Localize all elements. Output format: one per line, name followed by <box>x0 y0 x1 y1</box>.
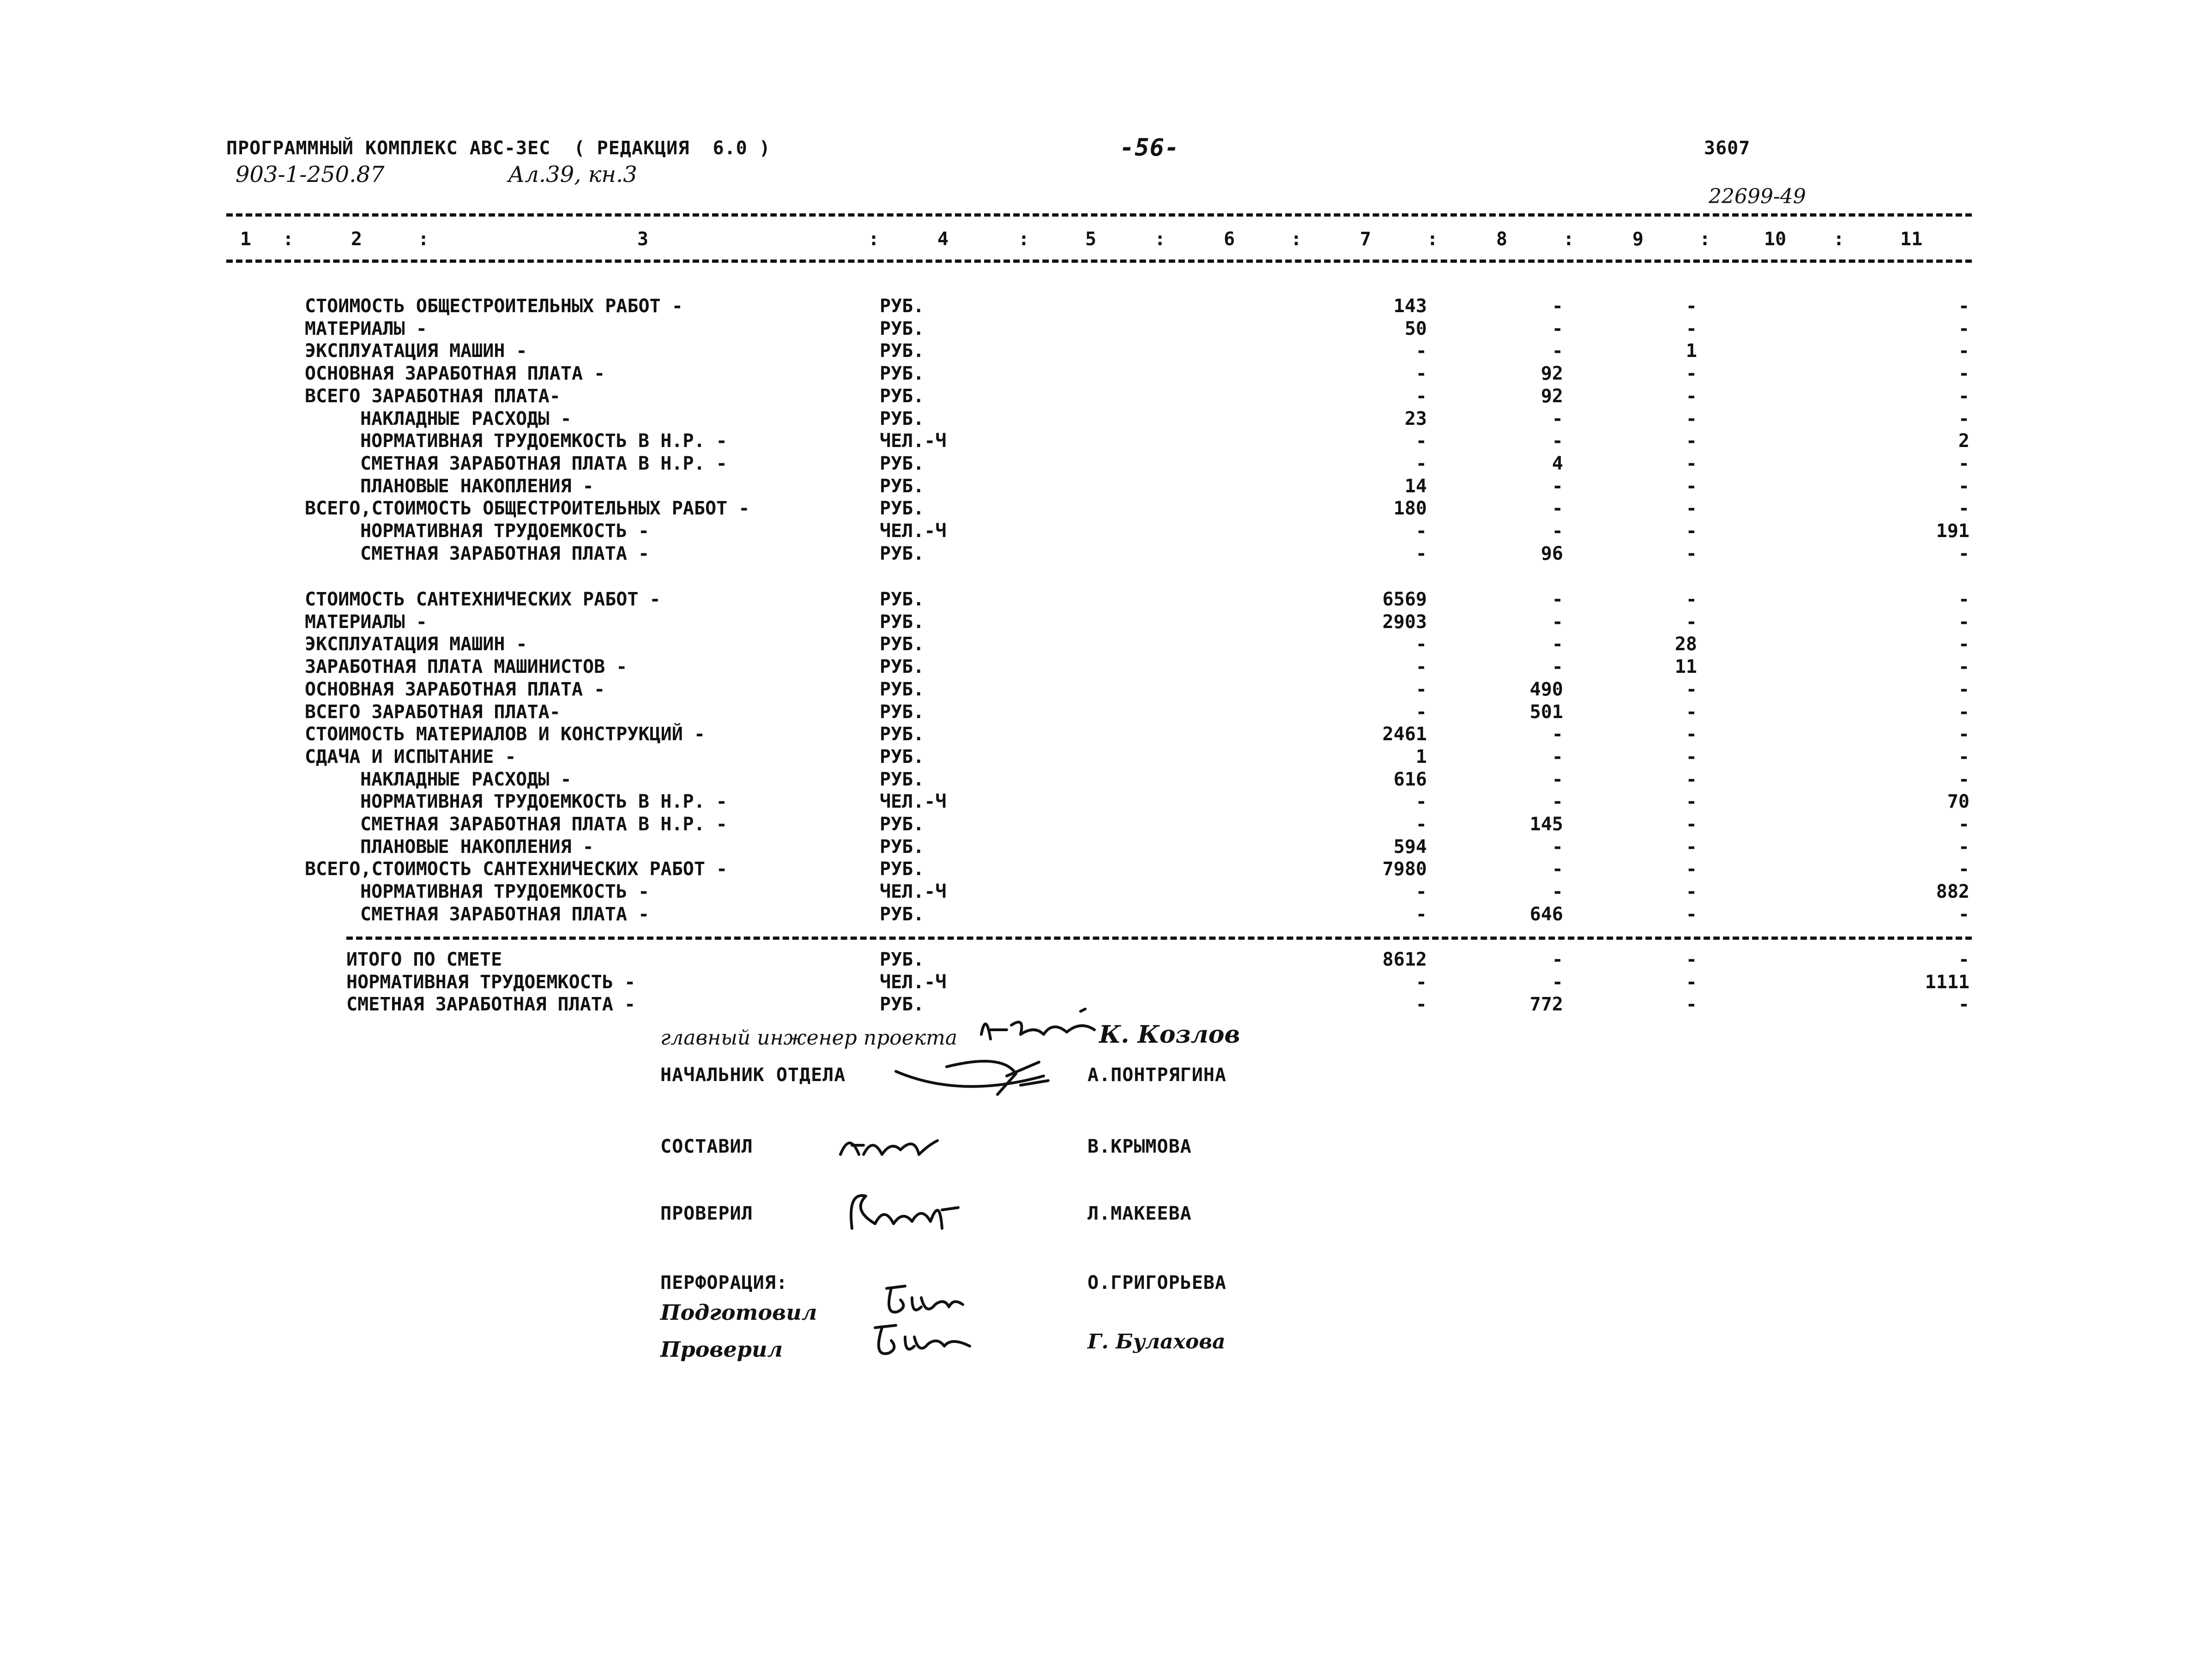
col7-value: - <box>1415 634 1427 655</box>
row-label: ЗАРАБОТНАЯ ПЛАТА МАШИНИСТОВ - <box>305 656 628 678</box>
col9-value: - <box>1685 318 1697 339</box>
col7-value: - <box>1415 520 1427 542</box>
row-unit: РУБ. <box>880 453 924 474</box>
col9-value: - <box>1685 611 1697 633</box>
col7-value: 8612 <box>1382 949 1427 970</box>
row-unit: РУБ. <box>880 656 924 678</box>
row-label: СДАЧА И ИСПЫТАНИЕ - <box>305 746 516 767</box>
header-rule <box>226 260 1972 263</box>
row-unit: РУБ. <box>880 701 924 723</box>
col7-value: - <box>1415 678 1427 700</box>
perforation-label: ПЕРФОРАЦИЯ: <box>660 1272 788 1293</box>
row-label: ВСЕГО ЗАРАБОТНАЯ ПЛАТА- <box>305 385 561 407</box>
col8-value: 4 <box>1552 453 1563 474</box>
column-header: 1 : 2 : 3 : 4 : 5 : 6 : 7 : 8 : 9 : 10 : 11 <box>240 229 1923 250</box>
col11-value: - <box>1958 949 1969 970</box>
col7-value: - <box>1415 971 1427 993</box>
program-title: ПРОГРАММНЫЙ КОМПЛЕКС АВС-3ЕС ( РЕДАКЦИЯ 6.0 ) <box>226 138 771 159</box>
row-unit: ЧЕЛ.-Ч <box>880 520 947 542</box>
col7-value: 2903 <box>1382 611 1427 633</box>
col11-value: - <box>1958 543 1969 564</box>
row-unit: РУБ. <box>880 475 924 497</box>
row-label: СТОИМОСТЬ САНТЕХНИЧЕСКИХ РАБОТ - <box>305 589 661 610</box>
col11-value: - <box>1958 768 1969 790</box>
table-row <box>0 386 2199 408</box>
col8-value: 646 <box>1529 903 1563 925</box>
col-6: 6 <box>1224 229 1235 250</box>
table-row <box>0 769 2199 791</box>
col11-value: - <box>1958 858 1969 880</box>
row-unit: РУБ. <box>880 746 924 767</box>
col11-value: 70 <box>1947 791 1969 813</box>
col11-value: - <box>1958 296 1969 317</box>
row-label: ВСЕГО,СТОИМОСТЬ САНТЕХНИЧЕСКИХ РАБОТ - <box>305 858 728 880</box>
table-row <box>0 430 2199 453</box>
col8-value: - <box>1552 768 1563 790</box>
col9-value: - <box>1685 385 1697 407</box>
row-label: СМЕТНАЯ ЗАРАБОТНАЯ ПЛАТА - <box>346 994 636 1015</box>
col7-value: - <box>1415 656 1427 678</box>
col9-value: - <box>1685 903 1697 925</box>
page-number: -56- <box>1120 134 1180 162</box>
col-4: 4 <box>937 229 949 250</box>
col9-value: - <box>1685 791 1697 813</box>
col-9: 9 <box>1632 229 1644 250</box>
col11-value: - <box>1958 498 1969 520</box>
col7-value: - <box>1415 994 1427 1015</box>
table-row <box>0 634 2199 656</box>
col11-value: - <box>1958 385 1969 407</box>
checked-label: ПРОВЕРИЛ <box>660 1203 753 1224</box>
col-1: 1 <box>240 229 252 250</box>
col11-value: - <box>1958 363 1969 385</box>
row-unit: РУБ. <box>880 678 924 700</box>
table-row <box>0 881 2199 903</box>
row-label: СТОИМОСТЬ ОБЩЕСТРОИТЕЛЬНЫХ РАБОТ - <box>305 296 683 317</box>
col8-value: - <box>1552 724 1563 745</box>
col11-value: - <box>1958 318 1969 339</box>
dept-head-name: А.ПОНТРЯГИНА <box>1087 1064 1226 1086</box>
compiled-name: В.КРЫМОВА <box>1087 1136 1192 1157</box>
col11-value: - <box>1958 475 1969 497</box>
table-row <box>0 679 2199 701</box>
row-unit: РУБ. <box>880 768 924 790</box>
col7-value: 7980 <box>1382 858 1427 880</box>
col7-value: 143 <box>1393 296 1427 317</box>
album-ref: Ал.39, кн.3 <box>508 162 637 187</box>
prepared-label: Подготовил <box>660 1300 817 1325</box>
col8-value: - <box>1552 318 1563 339</box>
col11-value: - <box>1958 656 1969 678</box>
row-label: СМЕТНАЯ ЗАРАБОТНАЯ ПЛАТА - <box>360 543 650 564</box>
col9-value: - <box>1685 408 1697 429</box>
col9-value: - <box>1685 430 1697 452</box>
col11-value: - <box>1958 814 1969 835</box>
col9-value: - <box>1685 543 1697 564</box>
row-label: МАТЕРИАЛЫ - <box>305 318 427 339</box>
table-row <box>0 498 2199 520</box>
table-row <box>0 972 2199 994</box>
row-label: СМЕТНАЯ ЗАРАБОТНАЯ ПЛАТА В Н.Р. - <box>360 814 727 835</box>
row-unit: РУБ. <box>880 408 924 429</box>
inventory-number: 22699-49 <box>1709 185 1806 208</box>
row-unit: РУБ. <box>880 611 924 633</box>
row-label: НОРМАТИВНАЯ ТРУДОЕМКОСТЬ - <box>360 520 650 542</box>
col11-value: - <box>1958 453 1969 474</box>
col11-value: - <box>1958 994 1969 1015</box>
col9-value: - <box>1685 768 1697 790</box>
col9-value: - <box>1685 701 1697 723</box>
table-row <box>0 791 2199 813</box>
row-unit: ЧЕЛ.-Ч <box>880 971 947 993</box>
row-label: НОРМАТИВНАЯ ТРУДОЕМКОСТЬ - <box>360 881 650 903</box>
col8-value: - <box>1552 881 1563 903</box>
row-label: СТОИМОСТЬ МАТЕРИАЛОВ И КОНСТРУКЦИЙ - <box>305 724 705 745</box>
col11-value: 2 <box>1958 430 1969 452</box>
row-unit: РУБ. <box>880 724 924 745</box>
col11-value: - <box>1958 408 1969 429</box>
row-label: ОСНОВНАЯ ЗАРАБОТНАЯ ПЛАТА - <box>305 678 605 700</box>
col7-value: - <box>1415 903 1427 925</box>
row-label: МАТЕРИАЛЫ - <box>305 611 427 633</box>
chief-engineer-name: К. Козлов <box>1099 1021 1240 1049</box>
perforation-name: О.ГРИГОРЬЕВА <box>1087 1272 1226 1293</box>
table-row <box>0 858 2199 881</box>
col8-value: - <box>1552 611 1563 633</box>
col8-value: - <box>1552 634 1563 655</box>
col9-value: - <box>1685 475 1697 497</box>
table-row <box>0 836 2199 858</box>
col8-value: - <box>1552 836 1563 858</box>
col11-value: 1111 <box>1925 971 1969 993</box>
row-label: ПЛАНОВЫЕ НАКОПЛЕНИЯ - <box>360 836 594 858</box>
col-5: 5 <box>1085 229 1097 250</box>
row-unit: ЧЕЛ.-Ч <box>880 430 947 452</box>
project-code: 903-1-250.87 <box>236 162 385 187</box>
table-row <box>0 340 2199 363</box>
verified-label: Проверил <box>660 1337 783 1362</box>
table-row <box>0 611 2199 634</box>
col8-value: 501 <box>1529 701 1563 723</box>
col8-value: - <box>1552 656 1563 678</box>
col9-value: 28 <box>1674 634 1697 655</box>
col11-value: - <box>1958 678 1969 700</box>
row-unit: ЧЕЛ.-Ч <box>880 791 947 813</box>
chief-engineer-label: главный инженер проекта <box>660 1026 958 1050</box>
row-label: ВСЕГО,СТОИМОСТЬ ОБЩЕСТРОИТЕЛЬНЫХ РАБОТ - <box>305 498 750 520</box>
verified-name: Г. Булахова <box>1087 1330 1226 1354</box>
col8-value: - <box>1552 340 1563 362</box>
col8-value: 145 <box>1529 814 1563 835</box>
totals-rule <box>346 937 1972 940</box>
col9-value: - <box>1685 949 1697 970</box>
col8-value: - <box>1552 858 1563 880</box>
col9-value: - <box>1685 363 1697 385</box>
col-7: 7 <box>1360 229 1371 250</box>
table-row <box>0 656 2199 678</box>
dept-head-label: НАЧАЛЬНИК ОТДЕЛА <box>660 1064 846 1086</box>
col7-value: 616 <box>1393 768 1427 790</box>
col9-value: - <box>1685 994 1697 1015</box>
col7-value: 1 <box>1415 746 1427 767</box>
table-row <box>0 408 2199 430</box>
row-unit: РУБ. <box>880 858 924 880</box>
col8-value: - <box>1552 475 1563 497</box>
row-label: ОСНОВНАЯ ЗАРАБОТНАЯ ПЛАТА - <box>305 363 605 385</box>
row-label: ЭКСПЛУАТАЦИЯ МАШИН - <box>305 340 527 362</box>
col7-value: 594 <box>1393 836 1427 858</box>
row-label: НОРМАТИВНАЯ ТРУДОЕМКОСТЬ В Н.Р. - <box>360 430 727 452</box>
col7-value: - <box>1415 881 1427 903</box>
col7-value: 14 <box>1404 475 1427 497</box>
col8-value: 92 <box>1541 363 1563 385</box>
col9-value: 1 <box>1685 340 1697 362</box>
col9-value: - <box>1685 498 1697 520</box>
table-row <box>0 904 2199 926</box>
col7-value: - <box>1415 453 1427 474</box>
col7-value: - <box>1415 363 1427 385</box>
row-unit: ЧЕЛ.-Ч <box>880 881 947 903</box>
table-row <box>0 363 2199 385</box>
col8-value: - <box>1552 430 1563 452</box>
col7-value: 50 <box>1404 318 1427 339</box>
col7-value: 23 <box>1404 408 1427 429</box>
row-unit: РУБ. <box>880 814 924 835</box>
table-row <box>0 476 2199 498</box>
col9-value: - <box>1685 724 1697 745</box>
col8-value: - <box>1552 746 1563 767</box>
col9-value: - <box>1685 520 1697 542</box>
col8-value: - <box>1552 589 1563 610</box>
table-row <box>0 589 2199 611</box>
col8-value: - <box>1552 971 1563 993</box>
doc-number: 3607 <box>1704 138 1751 159</box>
col7-value: - <box>1415 701 1427 723</box>
col9-value: - <box>1685 296 1697 317</box>
col9-value: - <box>1685 881 1697 903</box>
col9-value: - <box>1685 453 1697 474</box>
row-label: СМЕТНАЯ ЗАРАБОТНАЯ ПЛАТА В Н.Р. - <box>360 453 727 474</box>
row-unit: РУБ. <box>880 634 924 655</box>
col7-value: - <box>1415 430 1427 452</box>
col9-value: - <box>1685 678 1697 700</box>
row-unit: РУБ. <box>880 340 924 362</box>
col9-value: 11 <box>1674 656 1697 678</box>
table-row <box>0 746 2199 768</box>
row-unit: РУБ. <box>880 543 924 564</box>
col9-value: - <box>1685 814 1697 835</box>
col11-value: - <box>1958 589 1969 610</box>
checked-name: Л.МАКЕЕВА <box>1087 1203 1192 1224</box>
col9-value: - <box>1685 858 1697 880</box>
col8-value: - <box>1552 408 1563 429</box>
row-unit: РУБ. <box>880 318 924 339</box>
row-unit: РУБ. <box>880 949 924 970</box>
col9-value: - <box>1685 971 1697 993</box>
col8-value: - <box>1552 296 1563 317</box>
compiled-label: СОСТАВИЛ <box>660 1136 753 1157</box>
col9-value: - <box>1685 836 1697 858</box>
col-3: 3 <box>637 229 649 250</box>
col7-value: - <box>1415 814 1427 835</box>
table-row <box>0 520 2199 543</box>
col7-value: 6569 <box>1382 589 1427 610</box>
col8-value: 92 <box>1541 385 1563 407</box>
col8-value: - <box>1552 498 1563 520</box>
col7-value: - <box>1415 385 1427 407</box>
table-row <box>0 724 2199 746</box>
col-10: 10 <box>1764 229 1787 250</box>
col7-value: - <box>1415 543 1427 564</box>
col8-value: - <box>1552 949 1563 970</box>
table-row <box>0 318 2199 340</box>
col11-value: - <box>1958 701 1969 723</box>
row-label: ИТОГО ПО СМЕТЕ <box>346 949 502 970</box>
row-label: НОРМАТИВНАЯ ТРУДОЕМКОСТЬ - <box>346 971 636 993</box>
table-row <box>0 701 2199 724</box>
table-row <box>0 543 2199 565</box>
col11-value: - <box>1958 836 1969 858</box>
col7-value: 180 <box>1393 498 1427 520</box>
verified-signature <box>868 1318 979 1365</box>
row-label: НАКЛАДНЫЕ РАСХОДЫ - <box>360 408 572 429</box>
col7-value: - <box>1415 340 1427 362</box>
col11-value: - <box>1958 903 1969 925</box>
col11-value: 191 <box>1936 520 1969 542</box>
row-unit: РУБ. <box>880 589 924 610</box>
col8-value: - <box>1552 520 1563 542</box>
row-label: ПЛАНОВЫЕ НАКОПЛЕНИЯ - <box>360 475 594 497</box>
col11-value: 882 <box>1936 881 1969 903</box>
table-row <box>0 296 2199 318</box>
col8-value: 96 <box>1541 543 1563 564</box>
table-row <box>0 453 2199 475</box>
row-unit: РУБ. <box>880 903 924 925</box>
row-label: ВСЕГО ЗАРАБОТНАЯ ПЛАТА- <box>305 701 561 723</box>
row-unit: РУБ. <box>880 385 924 407</box>
col9-value: - <box>1685 589 1697 610</box>
col7-value: 2461 <box>1382 724 1427 745</box>
col11-value: - <box>1958 611 1969 633</box>
row-label: НОРМАТИВНАЯ ТРУДОЕМКОСТЬ В Н.Р. - <box>360 791 727 813</box>
row-unit: РУБ. <box>880 836 924 858</box>
table-row <box>0 814 2199 836</box>
dept-head-signature <box>891 1048 1067 1108</box>
row-unit: РУБ. <box>880 296 924 317</box>
col11-value: - <box>1958 634 1969 655</box>
col11-value: - <box>1958 340 1969 362</box>
checked-signature <box>843 1182 972 1242</box>
col11-value: - <box>1958 724 1969 745</box>
col7-value: - <box>1415 791 1427 813</box>
col-8: 8 <box>1496 229 1508 250</box>
col9-value: - <box>1685 746 1697 767</box>
table-row <box>0 949 2199 971</box>
col-11: 11 <box>1900 229 1923 250</box>
col-2: 2 <box>351 229 362 250</box>
col8-value: 772 <box>1529 994 1563 1015</box>
col11-value: - <box>1958 746 1969 767</box>
col8-value: 490 <box>1529 678 1563 700</box>
row-label: НАКЛАДНЫЕ РАСХОДЫ - <box>360 768 572 790</box>
row-label: ЭКСПЛУАТАЦИЯ МАШИН - <box>305 634 527 655</box>
row-unit: РУБ. <box>880 994 924 1015</box>
compiled-signature <box>836 1122 942 1173</box>
top-rule <box>226 213 1972 217</box>
row-unit: РУБ. <box>880 363 924 385</box>
col8-value: - <box>1552 791 1563 813</box>
row-label: СМЕТНАЯ ЗАРАБОТНАЯ ПЛАТА - <box>360 903 650 925</box>
row-unit: РУБ. <box>880 498 924 520</box>
